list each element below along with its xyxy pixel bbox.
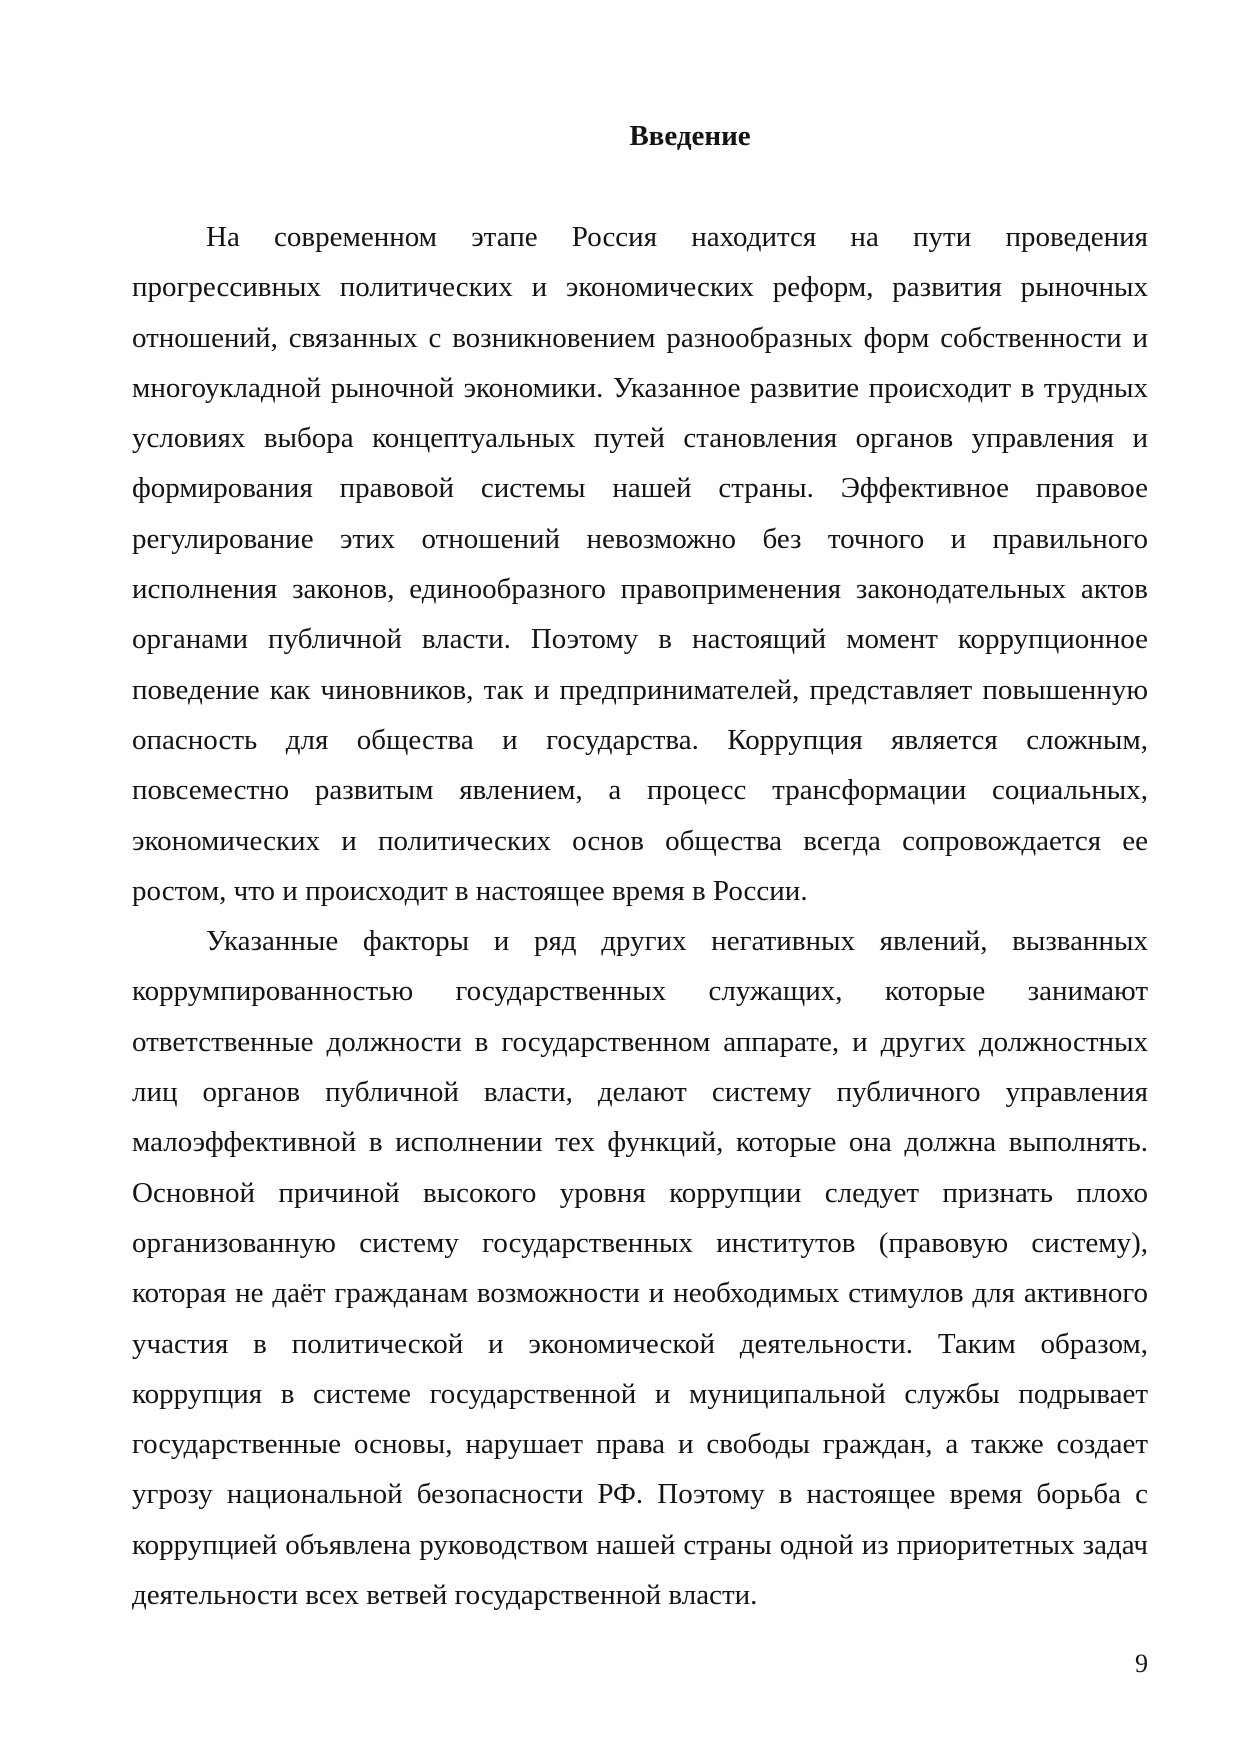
page-title: Введение bbox=[629, 120, 751, 152]
page-number: 9 bbox=[1135, 1649, 1148, 1678]
document-body bbox=[132, 212, 1148, 1620]
paragraph-2: Указанные факторы и ряд других негативных явлений, вызванных коррумпированностью государственных служащих, которые занимают ответственные должности в государственном аппарате, и других должностных лиц органов публичной власти, делают систему публичного управления малоэффективной в исполнении тех функций, которые она должна выполнять. Основной причиной высокого уровня коррупции следует признать плохо организованную систему государственных институтов (правовую систему), которая не даёт гражданам возможности и необходимых стимулов для активного участия в политической и экономической деятельности. Таким образом, коррупция в системе государственной и муниципальной службы подрывает государственные основы, нарушает права и свободы граждан, а также создает угрозу национальной безопасности РФ. Поэтому в настоящее время борьба с коррупцией объявлена руководством нашей страны одной из приоритетных задач деятельности всех ветвей государственной власти. bbox=[132, 925, 1148, 1612]
paragraph-1: На современном этапе Россия находится на пути проведения прогрессивных политических и экономических реформ, развития рыночных отношений, связанных с возникновением разнообразных форм собственности и многоукладной рыночной экономики. Указанное развитие происходит в трудных условиях выбора концептуальных путей становления органов управления и формирования правовой системы нашей страны. Эффективное правовое регулирование этих отношений невозможно без точного и правильного исполнения законов, единообразного правоприменения законодательных актов органами публичной власти. Поэтому в настоящий момент коррупционное поведение как чиновников, так и предпринимателей, представляет повышенную опасность для общества и государства. Коррупция является сложным, повсеместно развитым явлением, а процесс трансформации социальных, экономических и политических основ общества всегда сопровождается ее ростом, что и происходит в настоящее время в России. bbox=[132, 221, 1148, 907]
